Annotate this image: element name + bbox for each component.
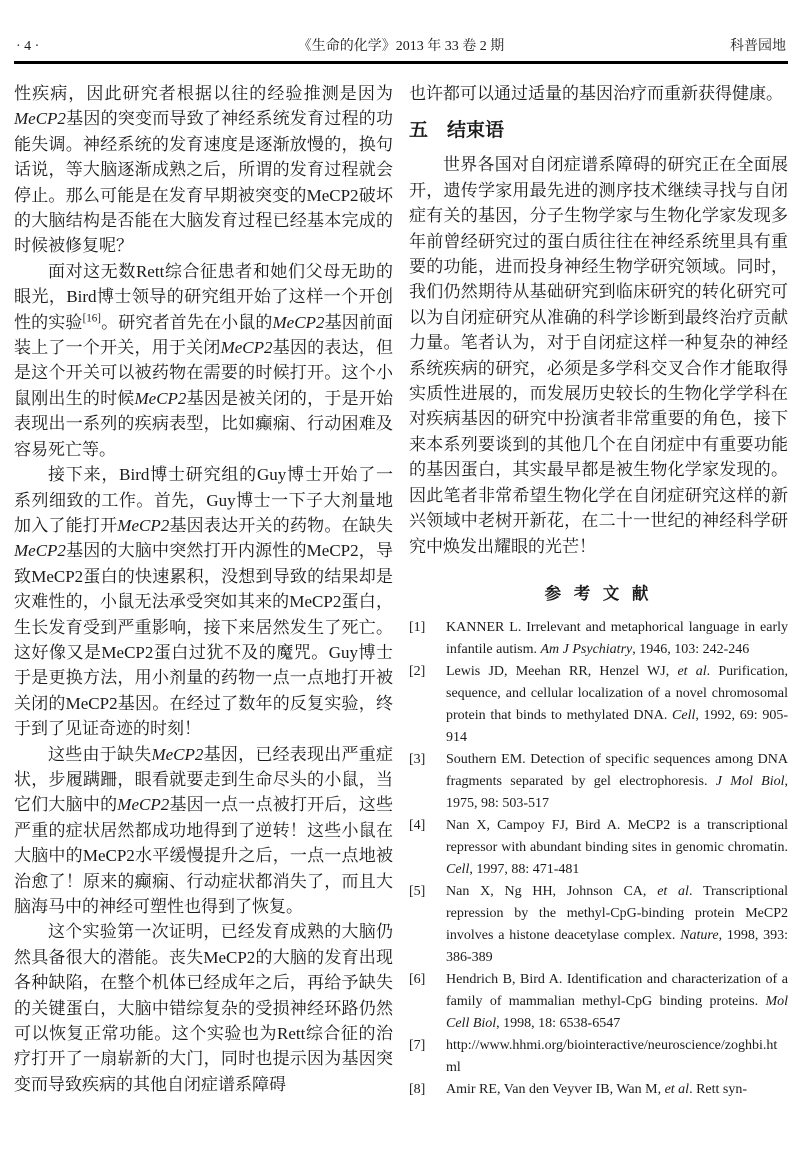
reference-number: [2] (409, 663, 426, 679)
header-rule (14, 61, 788, 64)
reference-text: Nan X, Ng HH, Johnson CA, et al. Transcriptional repression by the methyl-CpG-binding protein MeCP2 involves a histone deacetylase complex. Nature, 1998, 393: 386-389 (446, 883, 788, 965)
reference-item (409, 969, 788, 1035)
reference-item (409, 749, 788, 815)
reference-number: [4] (409, 817, 426, 833)
reference-number: [5] (409, 883, 426, 899)
article-body (14, 81, 788, 1101)
reference-item (409, 881, 788, 969)
reference-text: http://www.hhmi.org/biointeractive/neuroscience/zoghbi.html (446, 1037, 778, 1075)
reference-item (409, 1079, 788, 1101)
reference-text: KANNER L. Irrelevant and metaphorical language in early infantile autism. Am J Psychiatry, 1946, 103: 242-246 (446, 619, 788, 657)
paragraph: 世界各国对自闭症谱系障碍的研究正在全面展开，遗传学家用最先进的测序技术继续寻找与自闭症有关的基因，分子生物学家与生物化学家发现多年前曾经研究过的蛋白质往往在神经系统里具有重要的功能，进而投身神经生物学研究领域。同时，我们仍然期待从基础研究到临床研究的转化研究可以为自闭症研究从准确的科学诊断到最终治疗贡献力量。笔者认为，对于自闭症这样一种复杂的神经系统疾病的研究，必须是多学科交叉合作才能取得实质性进展的，而发展历史较长的生物化学学科在对疾病基因的研究中扮演者非常重要的角色，接下来本系列要谈到的其他几个在自闭症中有重要功能的基因蛋白，其实最早都是被生物化学家发现的。因此笔者非常希望生物化学在自闭症研究这样的新兴领域中老树开新花，在二十一世纪的神经科学研究中焕发出耀眼的光芒！ (409, 155, 788, 556)
references-list (409, 617, 788, 1101)
paragraph: 也许都可以通过适量的基因治疗而重新获得健康。 (409, 84, 783, 103)
reference-number: [1] (409, 619, 426, 635)
reference-number: [8] (409, 1081, 426, 1097)
reference-text: Amir RE, Van den Veyver IB, Wan M, et al. Rett syn- (446, 1081, 748, 1097)
paragraph: 接下来，Bird博士研究组的Guy博士开始了一系列细致的工作。首先，Guy博士一下子大剂量地加入了能打开MeCP2基因表达开关的药物。在缺失MeCP2基因的大脑中突然打开内源性的MeCP2，导致MeCP2蛋白的快速累积，没想到导致的结果却是灾难性的，小鼠无法承受突如其来的MeCP2蛋白，生长发育受到严重影响，接下来居然发生了死亡。这好像又是MeCP2蛋白过犹不及的魔咒。Guy博士于是更换方法，用小剂量的药物一点一点地打开被关闭的MeCP2基因。在经过了数年的反复实验，终于到了见证奇迹的时刻！ (14, 465, 394, 739)
reference-item (409, 815, 788, 881)
reference-text: Lewis JD, Meehan RR, Henzel WJ, et al. Purification, sequence, and cellular localization of a novel chromosomal protein that binds to methylated DNA. Cell, 1992, 69: 905-914 (446, 663, 788, 745)
reference-text: Hendrich B, Bird A. Identification and characterization of a family of mammalian methyl-CpG binding proteins. Mol Cell Biol, 1998, 18: 6538-6547 (446, 971, 788, 1031)
page-header (14, 38, 788, 56)
reference-item (409, 617, 788, 661)
section-heading: 五 结束语 (409, 120, 505, 142)
page-number: · 4 · (16, 39, 40, 54)
reference-item (409, 1035, 788, 1079)
reference-text: Southern EM. Detection of specific sequences among DNA fragments separated by gel electrophoresis. J Mol Biol, 1975, 98: 503-517 (446, 751, 788, 811)
section-label: 科普园地 (730, 39, 786, 54)
reference-text: Nan X, Campoy FJ, Bird A. MeCP2 is a transcriptional repressor with abundant binding sites in genomic chromatin. Cell, 1997, 88: 471-481 (446, 817, 788, 877)
journal-title: 《生命的化学》2013 年 33 卷 2 期 (297, 39, 505, 54)
reference-number: [3] (409, 751, 426, 767)
paragraph: 性疾病，因此研究者根据以往的经验推测是因为MeCP2基因的突变而导致了神经系统发育过程的功能失调。神经系统的发育速度是逐渐放慢的，换句话说，等大脑逐渐成熟之后，所谓的发育过程就会停止。那么可能是在发育早期被突变的MeCP2破坏的大脑结构是否能在大脑发育过程已经基本完成的时候被修复呢？ (14, 84, 393, 256)
reference-number: [6] (409, 971, 426, 987)
paragraph: 面对这无数Rett综合征患者和她们父母无助的眼光，Bird博士领导的研究组开始了这样一个开创性的实验[16]。研究者首先在小鼠的MeCP2基因前面装上了一个开关，用于关闭MeCP2基因的表达，但是这个开关可以被药物在需要的时候打开。这个小鼠刚出生的时候MeCP2基因是被关闭的，于是开始表现出一系列的疾病表型，比如癫痫、行动困难及容易死亡等。 (14, 261, 394, 459)
reference-item (409, 661, 788, 749)
paragraph: 这些由于缺失MeCP2基因，已经表现出严重症状，步履蹒跚，眼看就要走到生命尽头的小鼠，当它们大脑中的MeCP2基因一点一点被打开后，这些严重的症状居然都成功地得到了逆转！这些小鼠在大脑中的MeCP2水平缓慢提升之后，一点一点地被治愈了！原来的癫痫、行动症状都消失了，而且大脑海马中的神经可塑性也得到了恢复。 (14, 744, 394, 916)
right-column (409, 81, 788, 1101)
paragraph: 这个实验第一次证明，已经发育成熟的大脑仍然具备很大的潜能。丧失MeCP2的大脑的发育出现各种缺陷，在整个机体已经成年之后，再给予缺失的关键蛋白，大脑中错综复杂的受损神经环路仍然可以恢复正常功能。这个实验也为Rett综合征的治疗打开了一扇崭新的大门，同时也提示因为基因突变而导致疾病的其他自闭症谱系障碍 (14, 922, 393, 1094)
references-heading: 参 考 文 献 (544, 584, 653, 603)
left-column (14, 81, 393, 1101)
reference-number: [7] (409, 1037, 426, 1053)
